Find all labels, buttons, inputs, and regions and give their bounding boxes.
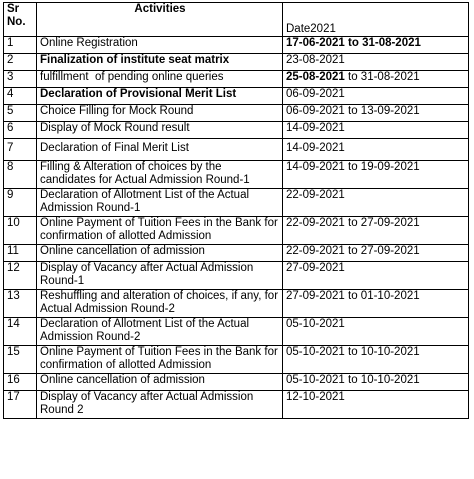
- table-row: [4, 189, 469, 217]
- row-activity: fulfillment of pending online queries: [37, 71, 283, 88]
- table-row: [4, 37, 469, 54]
- table-row: [4, 391, 469, 419]
- row-sr: 1: [4, 37, 37, 54]
- row-activity: Declaration of Final Merit List: [37, 139, 283, 161]
- row-date: 17-06-2021 to 31-08-2021: [283, 37, 469, 54]
- table-row: [4, 290, 469, 318]
- row-date: 05-10-2021: [283, 318, 469, 346]
- row-activity: Declaration of Allotment List of the Actual Admission Round-1: [37, 189, 283, 217]
- row-sr: 17: [4, 391, 37, 419]
- row-activity: Finalization of institute seat matrix: [37, 54, 283, 71]
- row-sr: 8: [4, 161, 37, 189]
- row-sr: 15: [4, 346, 37, 374]
- table-row: [4, 105, 469, 122]
- table-row: [4, 122, 469, 139]
- row-date-end: to 31-08-2021: [344, 71, 420, 83]
- row-date: 22-09-2021 to 27-09-2021: [283, 245, 469, 262]
- table-row: [4, 139, 469, 161]
- table-row: [4, 71, 469, 88]
- row-activity: Reshuffling and alteration of choices, if any, for Actual Admission Round-2: [37, 290, 283, 318]
- row-activity: Choice Filling for Mock Round: [37, 105, 283, 122]
- row-date: 06-09-2021: [283, 88, 469, 105]
- table-row: [4, 262, 469, 290]
- row-sr: 6: [4, 122, 37, 139]
- header-sr-no: Sr No.: [4, 3, 37, 37]
- table-row: [4, 346, 469, 374]
- row-activity: Display of Mock Round result: [37, 122, 283, 139]
- table-row: [4, 217, 469, 245]
- row-sr: 16: [4, 374, 37, 391]
- row-sr: 11: [4, 245, 37, 262]
- row-activity: Online Payment of Tuition Fees in the Bank for confirmation of allotted Admission: [37, 217, 283, 245]
- row-date: 27-09-2021: [283, 262, 469, 290]
- table-row: [4, 318, 469, 346]
- row-sr: 14: [4, 318, 37, 346]
- row-activity: Online Payment of Tuition Fees in the Bank for confirmation of allotted Admission: [37, 346, 283, 374]
- header-date: Date2021: [283, 3, 469, 37]
- table-row: [4, 374, 469, 391]
- row-date: 23-08-2021: [283, 54, 469, 71]
- row-sr: 9: [4, 189, 37, 217]
- admission-schedule-table: [3, 2, 469, 419]
- row-sr: 10: [4, 217, 37, 245]
- table-row: [4, 54, 469, 71]
- table-row: [4, 161, 469, 189]
- row-sr: 12: [4, 262, 37, 290]
- row-date: 06-09-2021 to 13-09-2021: [283, 105, 469, 122]
- row-activity: Online cancellation of admission: [37, 374, 283, 391]
- row-date: 12-10-2021: [283, 391, 469, 419]
- row-sr: 2: [4, 54, 37, 71]
- row-sr: 13: [4, 290, 37, 318]
- row-date: 05-10-2021 to 10-10-2021: [283, 374, 469, 391]
- row-activity: Declaration of Provisional Merit List: [37, 88, 283, 105]
- row-sr: 7: [4, 139, 37, 161]
- row-sr: 4: [4, 88, 37, 105]
- row-activity: Display of Vacancy after Actual Admission Round-1: [37, 262, 283, 290]
- row-date: 22-09-2021: [283, 189, 469, 217]
- table-row: [4, 88, 469, 105]
- row-activity: Online cancellation of admission: [37, 245, 283, 262]
- row-date: [283, 71, 469, 88]
- row-date: 14-09-2021: [283, 122, 469, 139]
- row-date: 27-09-2021 to 01-10-2021: [283, 290, 469, 318]
- row-activity: Declaration of Allotment List of the Actual Admission Round-2: [37, 318, 283, 346]
- row-date: 14-09-2021 to 19-09-2021: [283, 161, 469, 189]
- row-date: 14-09-2021: [283, 139, 469, 161]
- row-date-start: 25-08-2021: [286, 71, 345, 83]
- row-activity: Display of Vacancy after Actual Admission Round 2: [37, 391, 283, 419]
- table-row: [4, 245, 469, 262]
- row-activity: Filling & Alteration of choices by the candidates for Actual Admission Round-1: [37, 161, 283, 189]
- row-sr: 5: [4, 105, 37, 122]
- header-activities: Activities: [37, 3, 283, 37]
- row-sr: 3: [4, 71, 37, 88]
- row-date: 22-09-2021 to 27-09-2021: [283, 217, 469, 245]
- row-date: 05-10-2021 to 10-10-2021: [283, 346, 469, 374]
- row-activity: Online Registration: [37, 37, 283, 54]
- table-header-row: [4, 3, 469, 37]
